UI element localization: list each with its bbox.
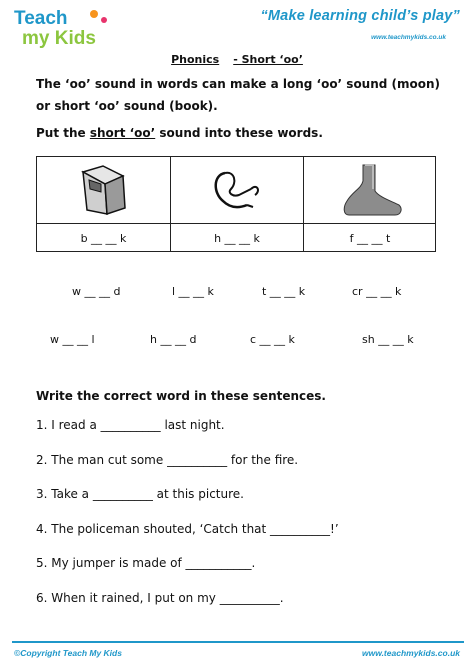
teach-my-kids-logo: [12, 6, 122, 50]
instruction-1-post: sound into these words.: [155, 126, 323, 140]
sentence-5: 5. My jumper is made of ___________.: [36, 556, 256, 570]
header-url: www.teachmykids.co.uk: [371, 34, 446, 41]
sentence-2: 2. The man cut some __________ for the fire.: [36, 453, 299, 467]
picture-cell-hook: [171, 157, 303, 223]
word-item: h __ __ d: [150, 333, 197, 346]
sentence-1: 1. I read a __________ last night.: [36, 418, 225, 432]
instruction-1-pre: Put the: [36, 126, 90, 140]
title-part1: Phonics: [171, 53, 220, 66]
picture-table: [36, 156, 436, 252]
table-word-3: f __ __ t: [349, 231, 391, 245]
word-item: w __ __ l: [50, 333, 95, 346]
picture-cell-book: [37, 157, 170, 223]
word-item: sh __ __ k: [362, 333, 414, 346]
footer-copyright: ©Copyright Teach My Kids: [14, 648, 122, 658]
foot-icon: [335, 161, 405, 219]
instruction-1-underlined: short ‘oo’: [89, 126, 156, 140]
sentence-6: 6. When it rained, I put on my __________.: [36, 591, 284, 605]
title-part2: - Short ‘oo’: [233, 53, 303, 66]
sentence-4: 4. The policeman shouted, ‘Catch that __________!’: [36, 522, 339, 536]
word-item: w __ __ d: [72, 285, 121, 298]
svg-text:Teach: Teach: [14, 8, 68, 29]
sentence-3: 3. Take a __________ at this picture.: [36, 487, 244, 501]
footer-divider: [12, 641, 464, 643]
book-icon: [77, 162, 131, 218]
table-word-1: b __ __ k: [80, 231, 127, 245]
hook-icon: [207, 165, 267, 215]
intro-text: The ‘oo’ sound in words can make a long ‘oo’ sound (moon) or short ‘oo’ sound (book).: [36, 77, 441, 113]
table-word-2: h __ __ k: [214, 231, 260, 245]
word-item: cr __ __ k: [352, 285, 402, 298]
word-item: l __ __ k: [172, 285, 214, 298]
instruction-2: Write the correct word in these sentences.: [36, 389, 326, 403]
word-item: t __ __ k: [262, 285, 306, 298]
instruction-1: [36, 126, 323, 140]
footer-url: www.teachmykids.co.uk: [362, 648, 460, 658]
picture-cell-foot: [304, 157, 436, 223]
svg-text:my Kids: my Kids: [22, 28, 96, 49]
page-title: [0, 53, 474, 66]
slogan: “Make learning child’s play”: [260, 8, 460, 24]
word-item: c __ __ k: [250, 333, 295, 346]
